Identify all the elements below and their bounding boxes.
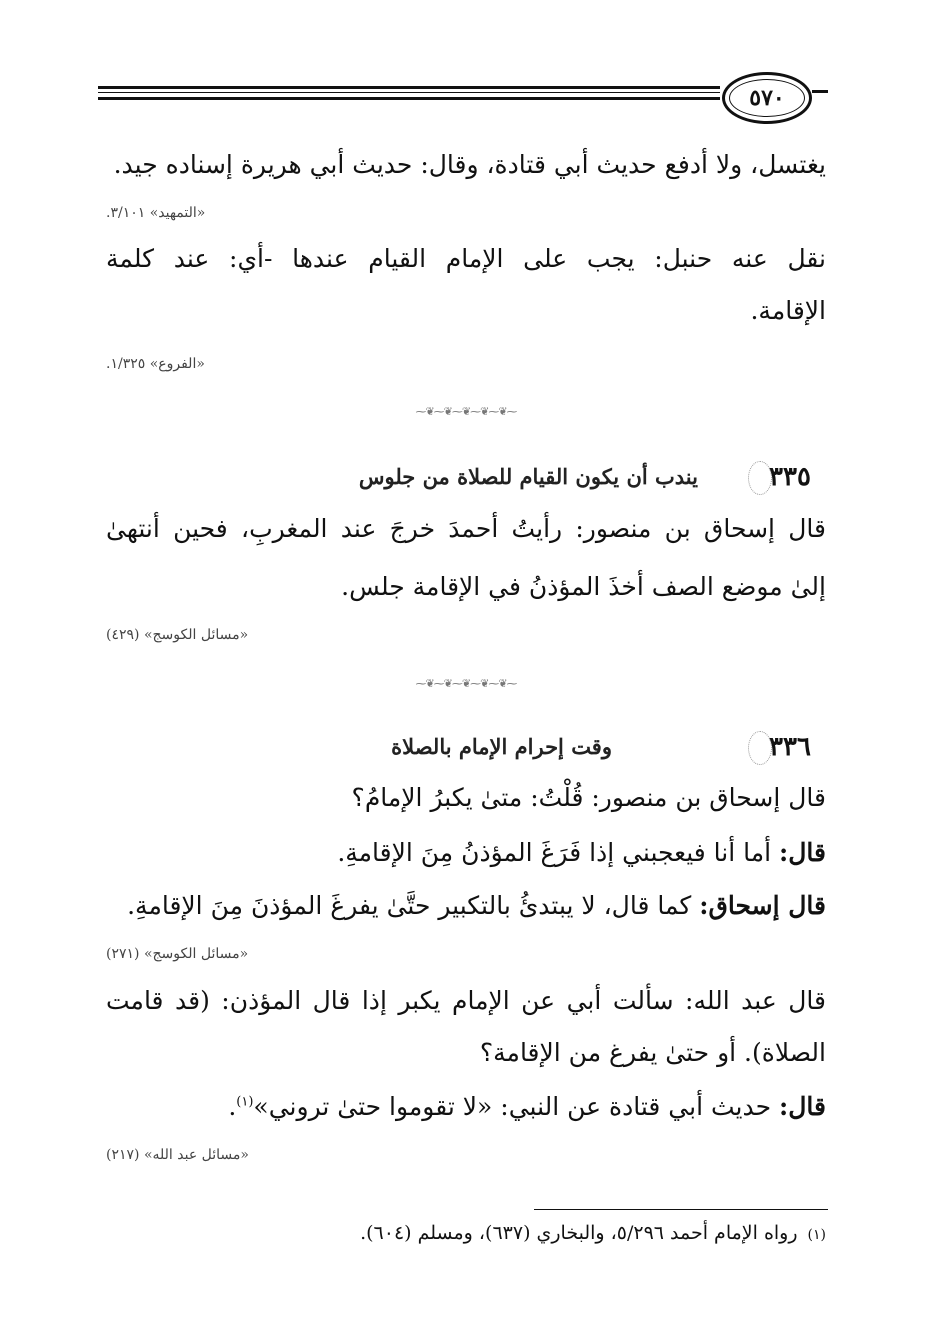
- footnote-text: رواه الإمام أحمد ٥/٢٩٦، والبخاري (٦٣٧)، ومسلم (٦٠٤).: [360, 1222, 798, 1244]
- section-335-title: يندب أن يكون القيام للصلاة من جلوس: [358, 464, 698, 489]
- speaker-text: أما أنا فيعجبني إذا فَرَغَ المؤذنُ مِنَ الإقامةِ.: [337, 838, 780, 867]
- speaker-label: قال:: [779, 838, 826, 867]
- section-335-line2: إلىٰ موضع الصف أخذَ المؤذنُ في الإقامة جلس.: [341, 572, 826, 601]
- speaker-text: كما قال، لا يبتدئُ بالتكبير حتَّىٰ يفرغَ المؤذنَ مِنَ الإقامةِ.: [127, 891, 700, 920]
- speaker-label: قال:: [779, 1092, 826, 1121]
- para2-line2: الإقامة.: [750, 296, 826, 325]
- speaker-text: حديث أبي قتادة عن النبي: «لا تقوموا حتىٰ تروني»: [253, 1092, 780, 1121]
- para2-source: «الفروع» ١/٣٢٥.: [106, 356, 205, 372]
- section-336-line3: [127, 891, 826, 920]
- speaker-label: قال إسحاق:: [699, 891, 826, 920]
- header-rule-mid: [98, 92, 720, 93]
- section-divider: ⁓❦⁓❦⁓❦⁓❦⁓❦⁓: [415, 677, 517, 689]
- section-336-number: ٣٣٦: [754, 729, 826, 765]
- footnote-ref[interactable]: (١): [236, 1094, 254, 1110]
- section-336-source1: «مسائل الكوسج» (٢٧١): [106, 946, 249, 962]
- section-divider: ⁓❦⁓❦⁓❦⁓❦⁓❦⁓: [415, 405, 517, 417]
- footnote-rule: [534, 1209, 828, 1210]
- footnote: [360, 1222, 826, 1244]
- header-rule-right: [812, 90, 828, 93]
- section-336-line6: [228, 1092, 826, 1121]
- section-335-number: ٣٣٥: [754, 459, 826, 495]
- sentence-end: .: [228, 1092, 237, 1121]
- page-number: ٥٧٠: [722, 72, 812, 124]
- section-335-line1: قال إسحاق بن منصور: رأيتُ أحمدَ خرجَ عند المغربِ، فحين أنتهىٰ: [106, 514, 826, 543]
- para1-source: «التمهيد» ٣/١٠١.: [106, 205, 206, 221]
- section-336-line5: الصلاة). أو حتىٰ يفرغ من الإقامة؟: [479, 1038, 826, 1067]
- section-336-title: وقت إحرام الإمام بالصلاة: [391, 734, 612, 759]
- para1-line1: يغتسل، ولا أدفع حديث أبي قتادة، وقال: حديث أبي هريرة إسناده جيد.: [113, 150, 826, 179]
- section-336-line1: قال إسحاق بن منصور: قُلْتُ: متىٰ يكبرُ الإمامُ؟: [351, 783, 826, 812]
- section-336-source2: «مسائل عبد الله» (٢١٧): [106, 1147, 249, 1163]
- header-rule-bottom: [98, 97, 720, 100]
- footnote-marker: (١): [807, 1227, 826, 1243]
- para2-line1: نقل عنه حنبل: يجب على الإمام القيام عندها -أي: عند كلمة: [106, 244, 826, 273]
- section-336-line2: [337, 838, 826, 867]
- header-rule-top: [98, 86, 720, 89]
- section-336-line4: قال عبد الله: سألت أبي عن الإمام يكبر إذا قال المؤذن: (قد قامت: [106, 986, 826, 1015]
- section-335-source: «مسائل الكوسج» (٤٢٩): [106, 627, 249, 643]
- page-header: [98, 64, 828, 124]
